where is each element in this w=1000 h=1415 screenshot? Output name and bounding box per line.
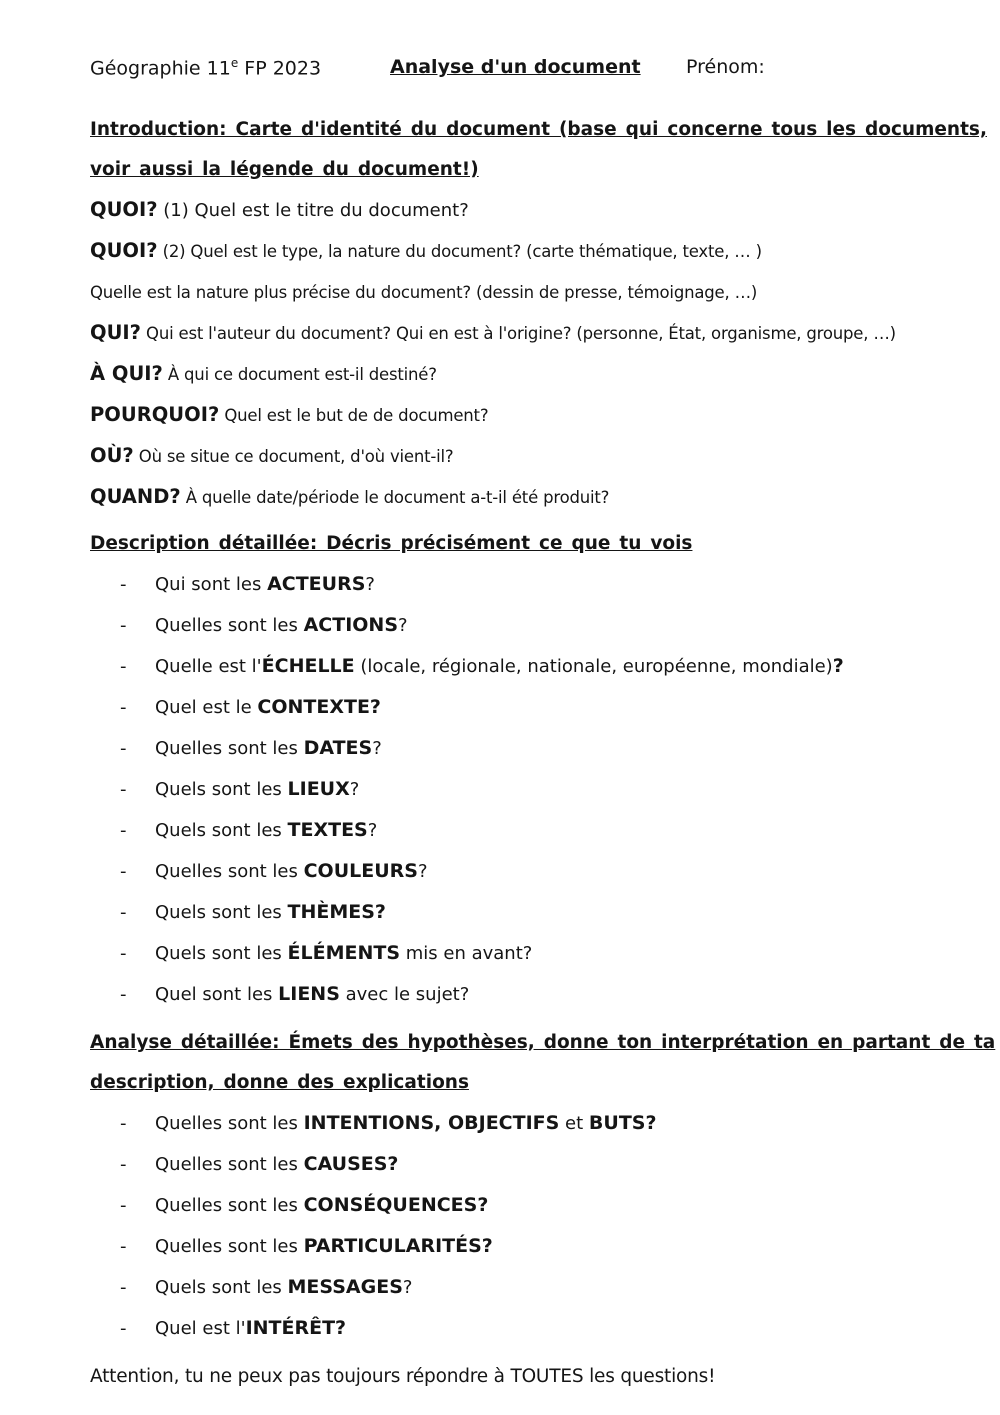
document-header: [90, 56, 945, 84]
item-keyword: CAUSES?: [303, 1153, 399, 1175]
bullet-dash: -: [120, 1318, 127, 1339]
analysis-heading-line2: description, donne des explications: [90, 1072, 469, 1093]
bullet-dash: -: [120, 1236, 127, 1257]
prenom-label: Prénom:: [686, 56, 765, 78]
item-keyword: ACTIONS: [303, 614, 399, 636]
description-item-contexte: - Quel est le CONTEXTE?: [90, 687, 945, 728]
description-item-actions: - Quelles sont les ACTIONS?: [90, 605, 945, 646]
question-keyword: QUOI?: [90, 198, 158, 221]
question-a-qui: À QUI? À qui ce document est-il destiné?: [90, 362, 437, 385]
question-nature-precise: Quelle est la nature plus précise du document? (dessin de presse, témoignage, …): [90, 283, 758, 302]
analysis-item-causes: - Quelles sont les CAUSES?: [90, 1144, 945, 1185]
question-pourquoi: POURQUOI? Quel est le but de de document?: [90, 403, 489, 426]
description-item-echelle: - Quelle est l'ÉCHELLE (locale, régionale, nationale, européenne, mondiale)?: [90, 646, 945, 687]
page-title: Analyse d'un document: [390, 56, 641, 78]
analysis-item-intentions: - Quelles sont les INTENTIONS, OBJECTIFS et BUTS?: [90, 1103, 945, 1144]
item-keyword: CONTEXTE?: [257, 696, 381, 718]
item-keyword: ÉLÉMENTS: [287, 942, 401, 964]
attention-note: Attention, tu ne peux pas toujours répondre à TOUTES les questions!: [90, 1366, 716, 1387]
analysis-item-messages: - Quels sont les MESSAGES?: [90, 1267, 945, 1308]
description-item-lieux: - Quels sont les LIEUX?: [90, 769, 945, 810]
item-keyword: MESSAGES: [287, 1276, 403, 1298]
analysis-item-particularites: - Quelles sont les PARTICULARITÉS?: [90, 1226, 945, 1267]
intro-heading-line1: Introduction: Carte d'identité du document (base qui concerne tous les documents,: [90, 119, 987, 140]
superscript-e: e: [230, 56, 239, 70]
analysis-item-interet: - Quel est l'INTÉRÊT?: [90, 1308, 945, 1349]
question-quoi-1: QUOI? (1) Quel est le titre du document?: [90, 198, 469, 221]
item-keyword: LIEUX: [287, 778, 350, 800]
question-keyword: QUAND?: [90, 485, 181, 508]
bullet-dash: -: [120, 1113, 127, 1134]
bullet-dash: -: [120, 943, 127, 964]
course-label: Géographie 11e FP 2023: [90, 56, 322, 80]
bullet-dash: -: [120, 1195, 127, 1216]
item-keyword: CONSÉQUENCES?: [303, 1194, 489, 1216]
analysis-heading-line1: Analyse détaillée: Émets des hypothèses, donne ton interprétation en partant de ta: [90, 1032, 996, 1053]
description-item-liens: - Quel sont les LIENS avec le sujet?: [90, 974, 945, 1015]
item-keyword: ACTEURS: [267, 573, 366, 595]
bullet-dash: -: [120, 779, 127, 800]
item-keyword: COULEURS: [303, 860, 418, 882]
bullet-dash: -: [120, 1277, 127, 1298]
bullet-dash: -: [120, 738, 127, 759]
question-keyword: OÙ?: [90, 444, 134, 467]
description-item-couleurs: - Quelles sont les COULEURS?: [90, 851, 945, 892]
question-keyword: POURQUOI?: [90, 403, 220, 426]
item-keyword: ÉCHELLE: [261, 655, 355, 677]
question-ou: OÙ? Où se situe ce document, d'où vient-il?: [90, 444, 454, 467]
description-item-themes: - Quels sont les THÈMES?: [90, 892, 945, 933]
bullet-dash: -: [120, 902, 127, 923]
question-quand: QUAND? À quelle date/période le document a-t-il été produit?: [90, 485, 610, 508]
item-keyword: LIENS: [278, 983, 340, 1005]
item-keyword: THÈMES?: [287, 901, 386, 923]
item-keyword: INTENTIONS, OBJECTIFS: [303, 1112, 560, 1134]
item-keyword: PARTICULARITÉS?: [303, 1235, 493, 1257]
bullet-dash: -: [120, 615, 127, 636]
description-item-elements: - Quels sont les ÉLÉMENTS mis en avant?: [90, 933, 945, 974]
item-keyword: INTÉRÊT?: [245, 1317, 347, 1339]
item-keyword: TEXTES: [287, 819, 368, 841]
bullet-dash: -: [120, 984, 127, 1005]
question-quoi-2: QUOI? (2) Quel est le type, la nature du document? (carte thématique, texte, … ): [90, 239, 762, 262]
description-item-dates: - Quelles sont les DATES?: [90, 728, 945, 769]
question-keyword: QUI?: [90, 321, 141, 344]
bullet-dash: -: [120, 697, 127, 718]
bullet-dash: -: [120, 820, 127, 841]
question-qui: QUI? Qui est l'auteur du document? Qui en est à l'origine? (personne, État, organisme, groupe, …): [90, 321, 896, 344]
item-keyword: DATES: [303, 737, 373, 759]
question-keyword: À QUI?: [90, 362, 163, 385]
question-keyword: QUOI?: [90, 239, 158, 262]
bullet-dash: -: [120, 656, 127, 677]
bullet-dash: -: [120, 861, 127, 882]
bullet-dash: -: [120, 1154, 127, 1175]
description-item-textes: - Quels sont les TEXTES?: [90, 810, 945, 851]
description-heading: Description détaillée: Décris précisément ce que tu vois: [90, 533, 693, 554]
analysis-item-consequences: - Quelles sont les CONSÉQUENCES?: [90, 1185, 945, 1226]
description-item-acteurs: - Qui sont les ACTEURS?: [90, 564, 945, 605]
bullet-dash: -: [120, 574, 127, 595]
intro-heading-line2: voir aussi la légende du document!): [90, 159, 479, 180]
